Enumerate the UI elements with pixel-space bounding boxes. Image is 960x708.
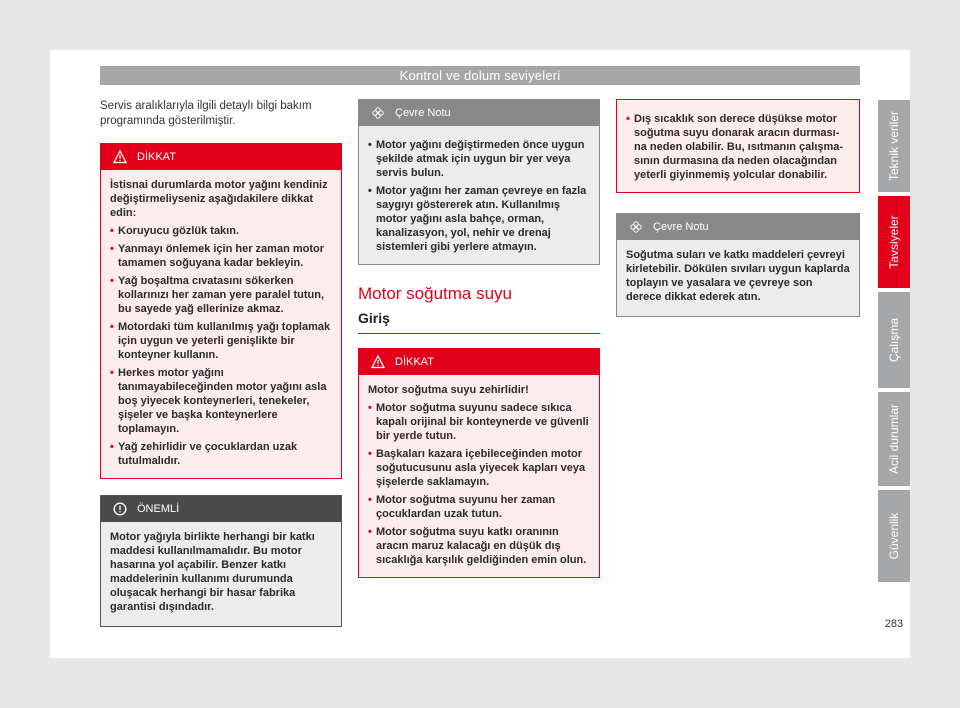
list-item: • Yanmayı önlemek için her zaman motor tamamen soğuyana kadar bekleyin. — [110, 242, 332, 270]
list-item: • Yağ zehirlidir ve çocuklardan uzak tutulmalıdır. — [110, 440, 332, 468]
env-note-text: Soğutma suları ve katkı maddeleri çevreyi kirletebilir. Dökülen sıvıları uygun kaplarda toplayın ve yasalara ve çevreye son derece dikkat ederek atın. — [626, 249, 850, 303]
flower-icon — [629, 220, 643, 234]
env-note-title: Çevre Notu — [653, 221, 709, 233]
column-3 — [616, 99, 860, 333]
list-item: • Motor soğutma suyunu her zaman çocuklardan uzak tutun. — [368, 493, 590, 521]
tab-label: Güvenlik — [887, 512, 901, 560]
env-note-header — [617, 214, 859, 240]
warning-box — [100, 143, 342, 479]
env-note-header — [359, 100, 599, 126]
env-note-box — [358, 99, 600, 265]
warning-triangle-icon — [371, 355, 385, 369]
flower-icon — [371, 106, 385, 120]
warning-body — [617, 100, 859, 192]
column-2 — [358, 99, 600, 594]
notice-header — [101, 496, 341, 522]
list-item: • Dış sıcaklık son derece düşükse motor soğutma suyu donarak aracın durması- na neden olabilir. Bu, ısıtmanın çalışma- sının durmasına da neden olacağından yeterli giyinmemiş yolcular donabilir. — [626, 112, 850, 182]
column-1 — [100, 99, 342, 643]
tab-teknik-veriler[interactable] — [878, 100, 910, 192]
warning-title: DİKKAT — [395, 356, 434, 368]
intro-text: Servis aralıklarıyla ilgili detaylı bilgi bakım programında gösterilmiştir. — [100, 100, 312, 127]
section-title: Motor soğutma suyu — [358, 284, 513, 303]
list-item: • Koruyucu gözlük takın. — [110, 224, 332, 238]
warning-lead: Motor soğutma suyu zehirlidir! — [368, 384, 529, 396]
warning-title: DİKKAT — [137, 151, 176, 163]
warning-body — [359, 375, 599, 577]
list-item: • Başkaları kazara içebileceğinden motor soğutucusunu asla yiyecek kapları veya şişelerde saklamayın. — [368, 447, 590, 489]
warning-continued-box — [616, 99, 860, 193]
env-note-body — [359, 126, 599, 264]
warning-header — [101, 144, 341, 170]
tab-calisma[interactable] — [878, 292, 910, 388]
warning-triangle-icon — [113, 150, 127, 164]
list-item: • Motordaki tüm kullanılmış yağı toplamak için uygun ve yeterli genişlikte bir konteyner kullanın. — [110, 320, 332, 362]
warning-body — [101, 170, 341, 478]
info-circle-icon — [113, 502, 127, 516]
tab-acil-durumlar[interactable] — [878, 392, 910, 486]
tab-guvenlik[interactable] — [878, 490, 910, 582]
env-note-body — [617, 240, 859, 316]
warning-header — [359, 349, 599, 375]
notice-body — [101, 522, 341, 626]
notice-box — [100, 495, 342, 627]
list-item: • Herkes motor yağını tanımayabileceğinden motor yağını asla boş yiyecek konteynerleri, tenekeler, şişeler ve başka konteynerlere toplamayın. — [110, 366, 332, 436]
list-item: • Yağ boşaltma cıvatasını sökerken kollarınızı her zaman yere paralel tutun, bu sayede yağ ellerinize akmaz. — [110, 274, 332, 316]
tab-tavsiyeler[interactable] — [878, 196, 910, 288]
env-note-box — [616, 213, 860, 317]
coolant-warning-box — [358, 348, 600, 578]
tab-label: Teknik veriler — [887, 110, 901, 182]
section-subtitle: Giriş — [358, 311, 600, 334]
list-item: • Motor soğutma suyu katkı oranının aracın maruz kalacağı en düşük dış sıcaklığa karşılık geldiğinden emin olun. — [368, 525, 590, 567]
notice-title: ÖNEMLİ — [137, 503, 180, 515]
list-item: • Motor soğutma suyunu sadece sıkıca kapalı orijinal bir konteynerde ve güvenli bir yerde tutun. — [368, 401, 590, 443]
list-item: • Motor yağını her zaman çevreye en fazla saygıyı göstererek atın. Kullanılmış motor yağını asla bahçe, orman, kanalizasyon, yol, nehir ve drenaj sistemleri gibi yerlere atmayın. — [368, 184, 590, 254]
page-header: Kontrol ve dolum seviyeleri — [100, 66, 860, 85]
tab-label: Acil durumlar — [887, 403, 901, 475]
tab-label: Çalışma — [887, 317, 901, 363]
warning-lead: İstisnai durumlarda motor yağını kendiniz değiştirmeliyseniz aşağıdakilere dikkat edin: — [110, 179, 328, 219]
notice-text: Motor yağıyla birlikte herhangi bir katkı maddesi kullanılmamalıdır. Bu motor hasarına yol açabilir. Benzer katkı maddelerinin kullanımı durumunda oluşacak herhangi bir hasar fabrika garantisi dışındadır. — [110, 531, 315, 613]
list-item: • Motor yağını değiştirmeden önce uygun şekilde atmak için uygun bir yer veya servis bulun. — [368, 138, 590, 180]
env-note-title: Çevre Notu — [395, 107, 451, 119]
tab-label: Tavsiyeler — [887, 215, 901, 269]
page-number: 283 — [884, 618, 904, 630]
